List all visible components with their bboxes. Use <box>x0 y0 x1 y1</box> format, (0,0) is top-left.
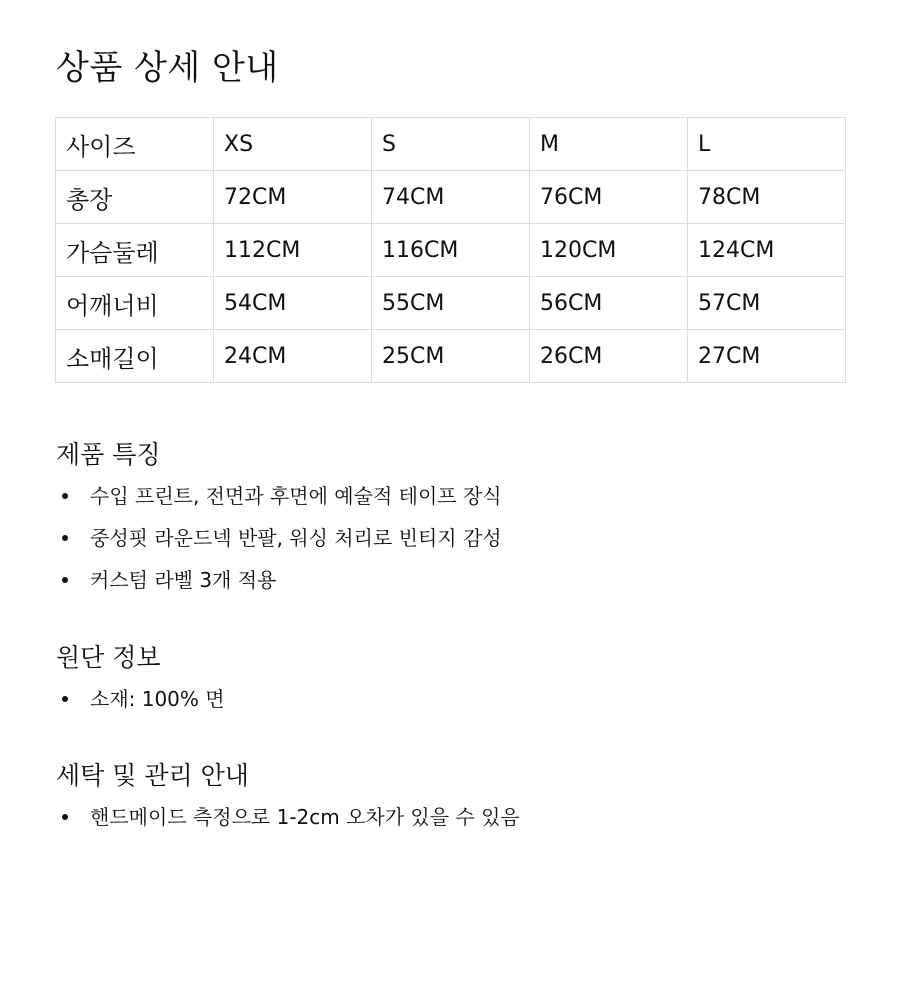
care-section <box>56 758 856 838</box>
table-cell: 112CM <box>214 224 372 277</box>
table-header-cell: L <box>688 118 846 171</box>
size-table <box>55 117 846 383</box>
table-cell: 24CM <box>214 330 372 383</box>
table-cell: 76CM <box>530 171 688 224</box>
table-header-cell: 사이즈 <box>56 118 214 171</box>
table-cell: 120CM <box>530 224 688 277</box>
bullet-icon <box>62 696 68 702</box>
list-item-text: 커스텀 라벨 3개 적용 <box>90 568 277 592</box>
table-cell: 56CM <box>530 277 688 330</box>
care-list <box>56 796 856 838</box>
list-item-text: 핸드메이드 측정으로 1-2cm 오차가 있을 수 있음 <box>90 805 520 829</box>
care-heading: 세탁 및 관리 안내 <box>56 761 249 790</box>
list-item-text: 소재: 100% 면 <box>90 687 225 711</box>
table-row-label: 총장 <box>56 171 214 224</box>
table-cell: 54CM <box>214 277 372 330</box>
table-row-label: 소매길이 <box>56 330 214 383</box>
list-item <box>56 475 856 517</box>
table-cell: 116CM <box>372 224 530 277</box>
list-item-text: 수입 프린트, 전면과 후면에 예술적 테이프 장식 <box>90 484 502 508</box>
list-item <box>56 796 856 838</box>
fabric-list <box>56 678 856 720</box>
table-header-cell: M <box>530 118 688 171</box>
page-title: 상품 상세 안내 <box>56 48 279 88</box>
list-item <box>56 517 856 559</box>
list-item <box>56 559 856 601</box>
table-row <box>56 171 846 224</box>
bullet-icon <box>62 493 68 499</box>
table-header-row <box>56 118 846 171</box>
features-section <box>56 437 856 601</box>
table-cell: 74CM <box>372 171 530 224</box>
fabric-heading: 원단 정보 <box>56 643 161 672</box>
table-row-label: 가슴둘레 <box>56 224 214 277</box>
list-item <box>56 678 856 720</box>
table-cell: 55CM <box>372 277 530 330</box>
table-cell: 72CM <box>214 171 372 224</box>
table-header-cell: XS <box>214 118 372 171</box>
table-cell: 27CM <box>688 330 846 383</box>
table-cell: 25CM <box>372 330 530 383</box>
table-header-cell: S <box>372 118 530 171</box>
table-cell: 26CM <box>530 330 688 383</box>
table-row-label: 어깨너비 <box>56 277 214 330</box>
bullet-icon <box>62 814 68 820</box>
table-cell: 78CM <box>688 171 846 224</box>
list-item-text: 중성핏 라운드넥 반팔, 워싱 처리로 빈티지 감성 <box>90 526 502 550</box>
table-cell: 57CM <box>688 277 846 330</box>
features-heading: 제품 특징 <box>56 440 161 469</box>
table-row <box>56 277 846 330</box>
table-row <box>56 224 846 277</box>
table-row <box>56 330 846 383</box>
features-list <box>56 475 856 601</box>
fabric-section <box>56 640 856 720</box>
bullet-icon <box>62 535 68 541</box>
table-cell: 124CM <box>688 224 846 277</box>
bullet-icon <box>62 577 68 583</box>
